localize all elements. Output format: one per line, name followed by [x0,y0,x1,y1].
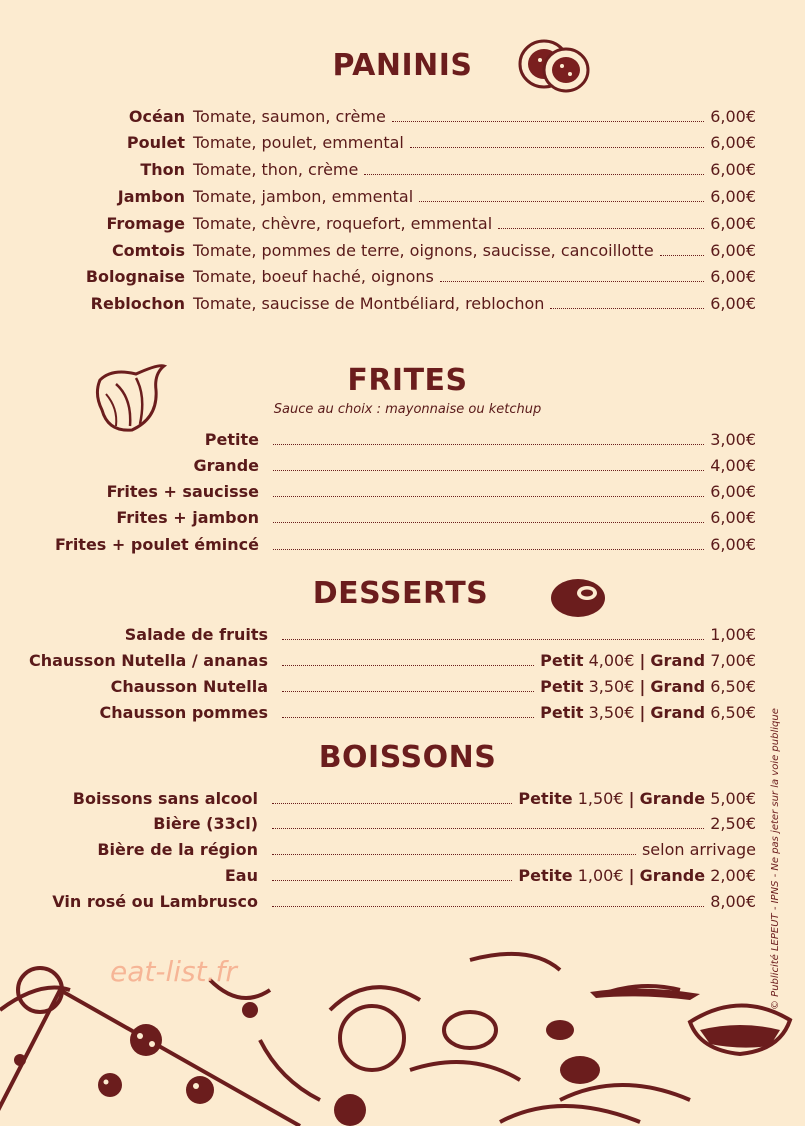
menu-item [20,674,756,700]
price-value: 5,00€ [710,788,756,808]
menu-item [20,647,756,673]
menu-item-name: Jambon [117,186,185,206]
menu-item-name: Comtois [111,240,185,260]
menu-item [20,264,756,290]
menu-item [20,452,756,478]
menu-item-price: 6,00€ [710,213,756,233]
menu-item-price [518,866,756,885]
dot-leader [364,174,704,175]
menu-item-name: Bière de la région [97,840,258,860]
price-value: 1,50€ [577,788,624,808]
price-value: 3,50€ [588,703,635,723]
menu-item-name: Fromage [106,213,185,233]
menu-item-price: 6,00€ [710,294,756,314]
price-label: Petit [540,677,584,697]
menu-item-name: Vin rosé ou Lambrusco [52,891,258,911]
menu-item-name: Bolognaise [85,267,185,287]
frites-title: FRITES [347,363,468,398]
menu-item-price: 2,50€ [710,814,756,834]
menu-item-price: 6,00€ [710,267,756,287]
menu-item-price [518,789,756,808]
frites-subtitle: Sauce au choix : mayonnaise ou ketchup [273,402,542,417]
menu-item-price [540,677,756,696]
menu-item [20,785,756,811]
dot-leader [392,121,704,122]
menu-item [20,103,756,129]
price-separator: | [628,788,635,808]
dot-leader [419,201,704,202]
menu-item-price: 3,00€ [710,429,756,449]
menu-item [20,130,756,156]
price-label: Petite [518,788,573,808]
watermark: eat-list.fr [110,955,237,988]
price-separator: | [628,865,635,885]
menu-item [20,888,756,914]
menu-item-price: 6,00€ [710,508,756,528]
menu-item-description: Tomate, saumon, crème [193,106,386,126]
price-separator: | [639,677,646,697]
menu-item [20,157,756,183]
price-value: 2,00€ [710,865,756,885]
dot-leader [272,828,704,829]
tomato-icon [516,36,592,96]
menu-item [20,700,756,726]
dot-leader [272,854,636,855]
menu-item [20,621,756,647]
dot-leader [440,281,704,282]
dot-leader [273,470,704,471]
menu-item-price [540,651,756,670]
menu-item-price: 4,00€ [710,455,756,475]
price-value: 4,00€ [588,650,635,670]
dot-leader [272,803,512,804]
menu-item [20,531,756,557]
menu-item-description: Tomate, jambon, emmental [193,186,414,206]
price-label: Petite [518,865,573,885]
menu-item-price: 8,00€ [710,891,756,911]
dot-leader [273,522,704,523]
menu-item-name: Chausson Nutella [110,677,268,697]
dot-leader [273,549,704,550]
olive-icon [547,575,611,621]
dot-leader [273,496,704,497]
menu-item-price: selon arrivage [641,840,756,860]
menu-item-name: Boissons sans alcool [72,788,258,808]
menu-item-description: Tomate, pommes de terre, oignons, saucisse, cancoillotte [193,240,654,260]
dot-leader [282,691,534,692]
menu-item-name: Océan [128,106,185,126]
dot-leader [282,665,534,666]
menu-item-price: 6,00€ [710,186,756,206]
menu-item-description: Tomate, saucisse de Montbéliard, reblochon [193,294,545,314]
dot-leader [273,444,704,445]
menu-item [20,505,756,531]
menu-item-price: 6,00€ [710,160,756,180]
dot-leader [660,255,705,256]
menu-item-price: 6,00€ [710,482,756,502]
menu-item-price: 1,00€ [710,624,756,644]
menu-item [20,237,756,263]
menu-item-name: Poulet [126,133,185,153]
menu-item-price: 6,00€ [710,240,756,260]
price-label: Grande [639,788,706,808]
menu-item-name: Bière (33cl) [153,814,258,834]
menu-item [20,291,756,317]
menu-item-name: Petite [204,429,259,449]
price-label: Grande [639,865,706,885]
menu-item-name: Frites + poulet émincé [55,534,259,554]
menu-item-name: Chausson pommes [99,703,268,723]
dot-leader [282,717,534,718]
dot-leader [410,147,704,148]
price-value: 1,00€ [577,865,624,885]
menu-item-description: Tomate, chèvre, roquefort, emmental [193,213,493,233]
price-label: Petit [540,703,584,723]
menu-item-description: Tomate, thon, crème [193,160,359,180]
price-label: Grand [650,703,706,723]
dot-leader [282,639,704,640]
menu-item-name: Grande [193,455,259,475]
menu-item [20,183,756,209]
menu-item-name: Eau [224,865,258,885]
desserts-title: DESSERTS [312,576,489,611]
menu-item-price [540,703,756,722]
menu-item-name: Chausson Nutella / ananas [28,650,268,670]
menu-item-description: Tomate, poulet, emmental [193,133,404,153]
menu-item [20,479,756,505]
menu-item-description: Tomate, boeuf haché, oignons [193,267,434,287]
menu-item-name: Frites + jambon [116,508,259,528]
menu-item-name: Reblochon [90,294,185,314]
menu-item [20,426,756,452]
menu-item [20,837,756,863]
menu-item-name: Salade de fruits [124,624,268,644]
menu-item-name: Frites + saucisse [106,482,259,502]
menu-item-price: 6,00€ [710,534,756,554]
price-value: 6,50€ [710,677,756,697]
dot-leader [498,228,704,229]
price-separator: | [639,650,646,670]
price-value: 3,50€ [588,677,635,697]
dot-leader [272,906,704,907]
menu-item [20,862,756,888]
dot-leader [272,880,512,881]
paninis-title: PANINIS [332,48,473,83]
menu-item-name: Thon [140,160,185,180]
boissons-title: BOISSONS [318,740,497,775]
price-label: Grand [650,650,706,670]
legal-note: © Publicité LEPEUT - IPNS - Ne pas jeter sur la voie publique [770,708,781,1010]
price-value: 7,00€ [710,650,756,670]
price-separator: | [639,703,646,723]
price-label: Petit [540,650,584,670]
menu-item [20,210,756,236]
menu-item [20,811,756,837]
price-label: Grand [650,677,706,697]
menu-item-price: 6,00€ [710,106,756,126]
dot-leader [550,308,704,309]
price-value: 6,50€ [710,703,756,723]
menu-item-price: 6,00€ [710,133,756,153]
